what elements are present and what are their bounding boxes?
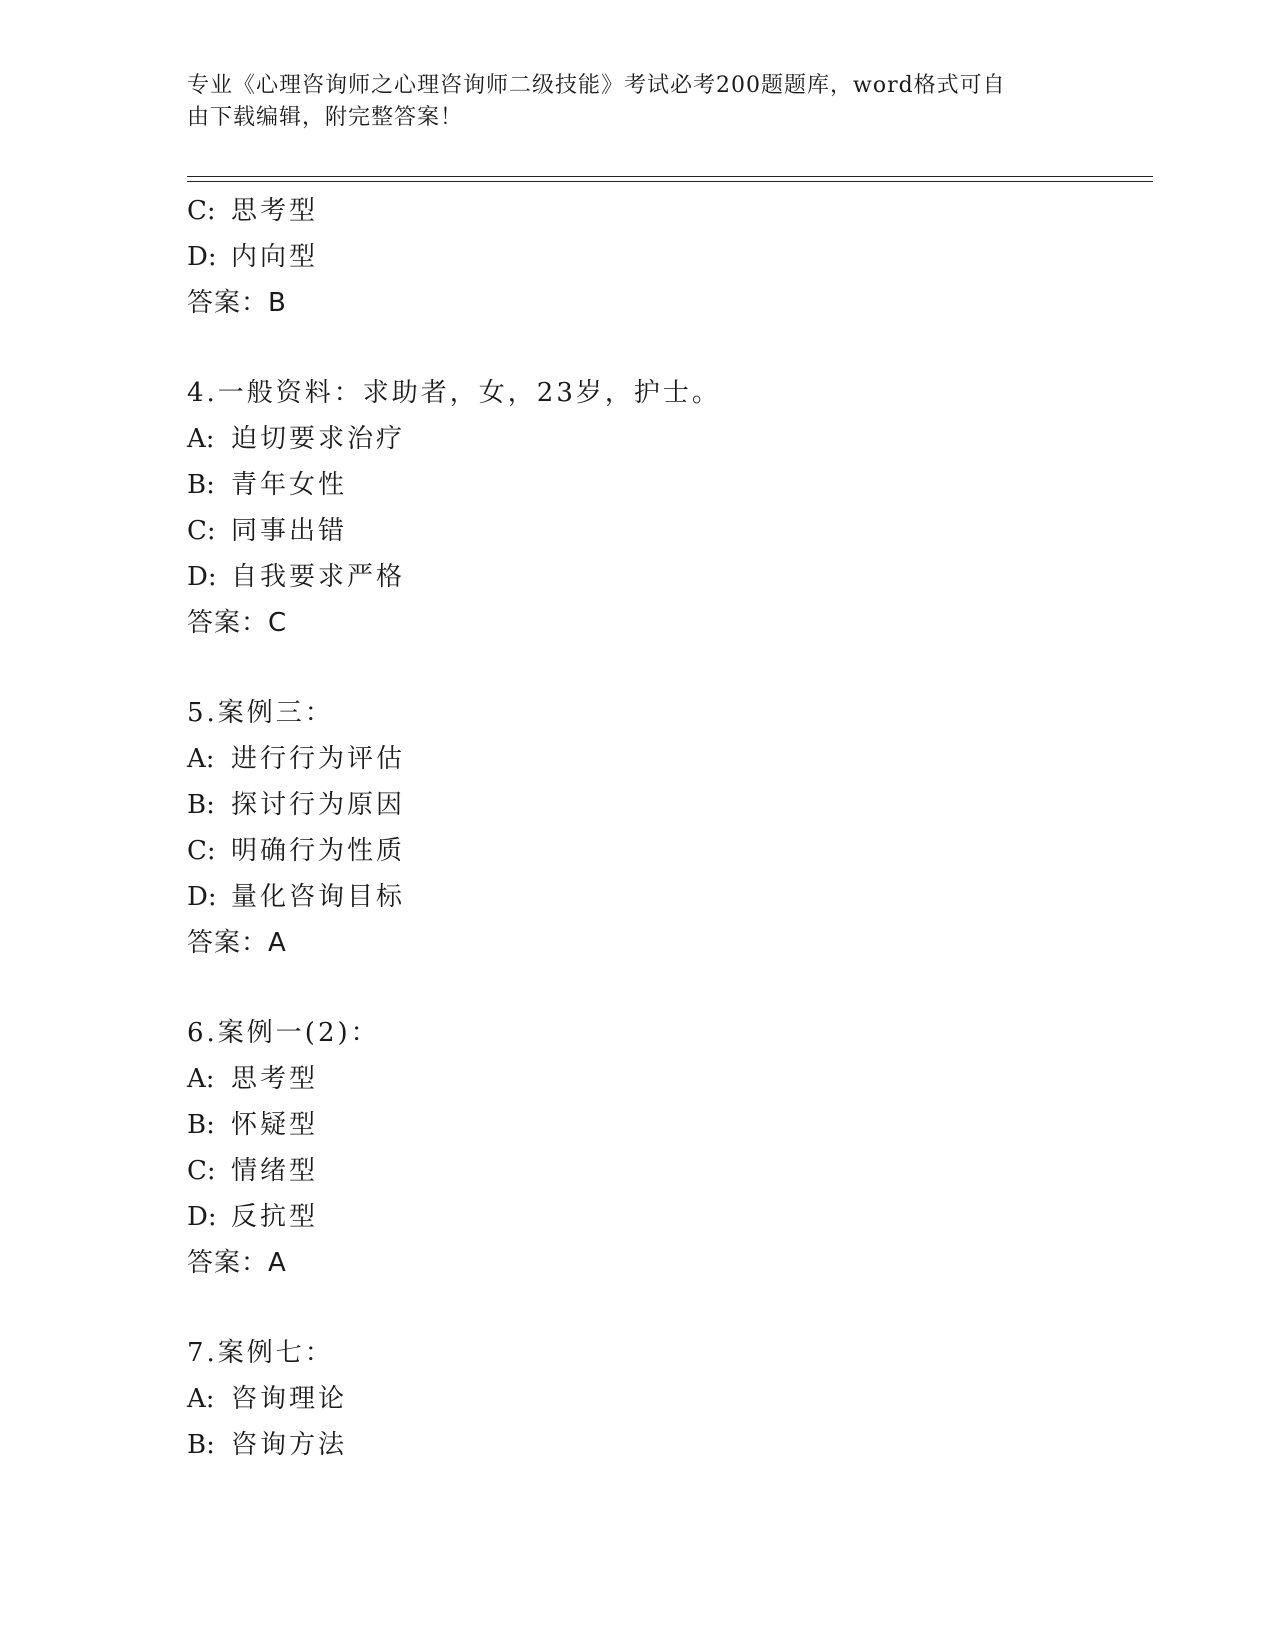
option-letter: A: xyxy=(187,424,215,454)
option-row xyxy=(187,462,1147,508)
option-row xyxy=(187,188,1147,234)
option-text: 怀疑型 xyxy=(231,1110,319,1140)
header-line-2: 由下载编辑，附完整答案！ xyxy=(187,105,464,130)
option-text: 青年女性 xyxy=(231,470,348,500)
question-stem: 5.案例三： xyxy=(187,698,334,728)
option-text: 咨询理论 xyxy=(231,1384,348,1414)
option-letter: B: xyxy=(187,1430,215,1460)
option-letter: D: xyxy=(187,562,217,592)
option-text: 同事出错 xyxy=(231,516,348,546)
header-divider-bottom xyxy=(187,181,1153,182)
question-gap xyxy=(187,646,1147,690)
option-text: 咨询方法 xyxy=(231,1430,348,1460)
option-text: 自我要求严格 xyxy=(231,562,406,592)
option-row xyxy=(187,782,1147,828)
option-text: 内向型 xyxy=(231,242,319,272)
option-row xyxy=(187,234,1147,280)
option-letter: D: xyxy=(187,882,217,912)
option-text: 明确行为性质 xyxy=(231,836,406,866)
option-text: 思考型 xyxy=(231,196,319,226)
option-text: 进行行为评估 xyxy=(231,744,406,774)
question-gap xyxy=(187,326,1147,370)
document-header xyxy=(187,70,1067,134)
answer-line: 答案：B xyxy=(187,288,287,318)
answer-line: 答案：C xyxy=(187,608,288,638)
option-letter: A: xyxy=(187,744,215,774)
option-text: 情绪型 xyxy=(231,1156,319,1186)
option-row xyxy=(187,736,1147,782)
option-row xyxy=(187,1422,1147,1468)
option-letter: B: xyxy=(187,470,215,500)
answer-line: 答案：A xyxy=(187,928,287,958)
question-gap xyxy=(187,1286,1147,1330)
option-row xyxy=(187,1056,1147,1102)
option-row xyxy=(187,416,1147,462)
option-letter: B: xyxy=(187,790,215,820)
option-letter: A: xyxy=(187,1384,215,1414)
question-gap xyxy=(187,966,1147,1010)
option-letter: D: xyxy=(187,242,217,272)
header-line-1: 专业《心理咨询师之心理咨询师二级技能》考试必考200题题库，word格式可自 xyxy=(187,73,1006,98)
question-stem: 6.案例一(2)： xyxy=(187,1018,380,1048)
option-row xyxy=(187,508,1147,554)
question-stem: 7.案例七： xyxy=(187,1338,334,1368)
answer-line: 答案：A xyxy=(187,1248,287,1278)
option-row xyxy=(187,1148,1147,1194)
header-divider-top xyxy=(187,176,1153,177)
question-stem: 4.一般资料：求助者，女，23岁，护士。 xyxy=(187,378,721,408)
option-row xyxy=(187,874,1147,920)
option-row xyxy=(187,828,1147,874)
option-text: 迫切要求治疗 xyxy=(231,424,406,454)
option-row xyxy=(187,1194,1147,1240)
option-row xyxy=(187,554,1147,600)
question-list xyxy=(187,188,1147,1468)
option-text: 量化咨询目标 xyxy=(231,882,406,912)
option-letter: C: xyxy=(187,836,216,866)
option-letter: C: xyxy=(187,196,216,226)
option-letter: B: xyxy=(187,1110,215,1140)
option-letter: C: xyxy=(187,1156,216,1186)
option-letter: D: xyxy=(187,1202,217,1232)
option-row xyxy=(187,1376,1147,1422)
option-letter: A: xyxy=(187,1064,215,1094)
option-row xyxy=(187,1102,1147,1148)
option-text: 反抗型 xyxy=(231,1202,319,1232)
option-text: 思考型 xyxy=(231,1064,319,1094)
option-text: 探讨行为原因 xyxy=(231,790,406,820)
option-letter: C: xyxy=(187,516,216,546)
